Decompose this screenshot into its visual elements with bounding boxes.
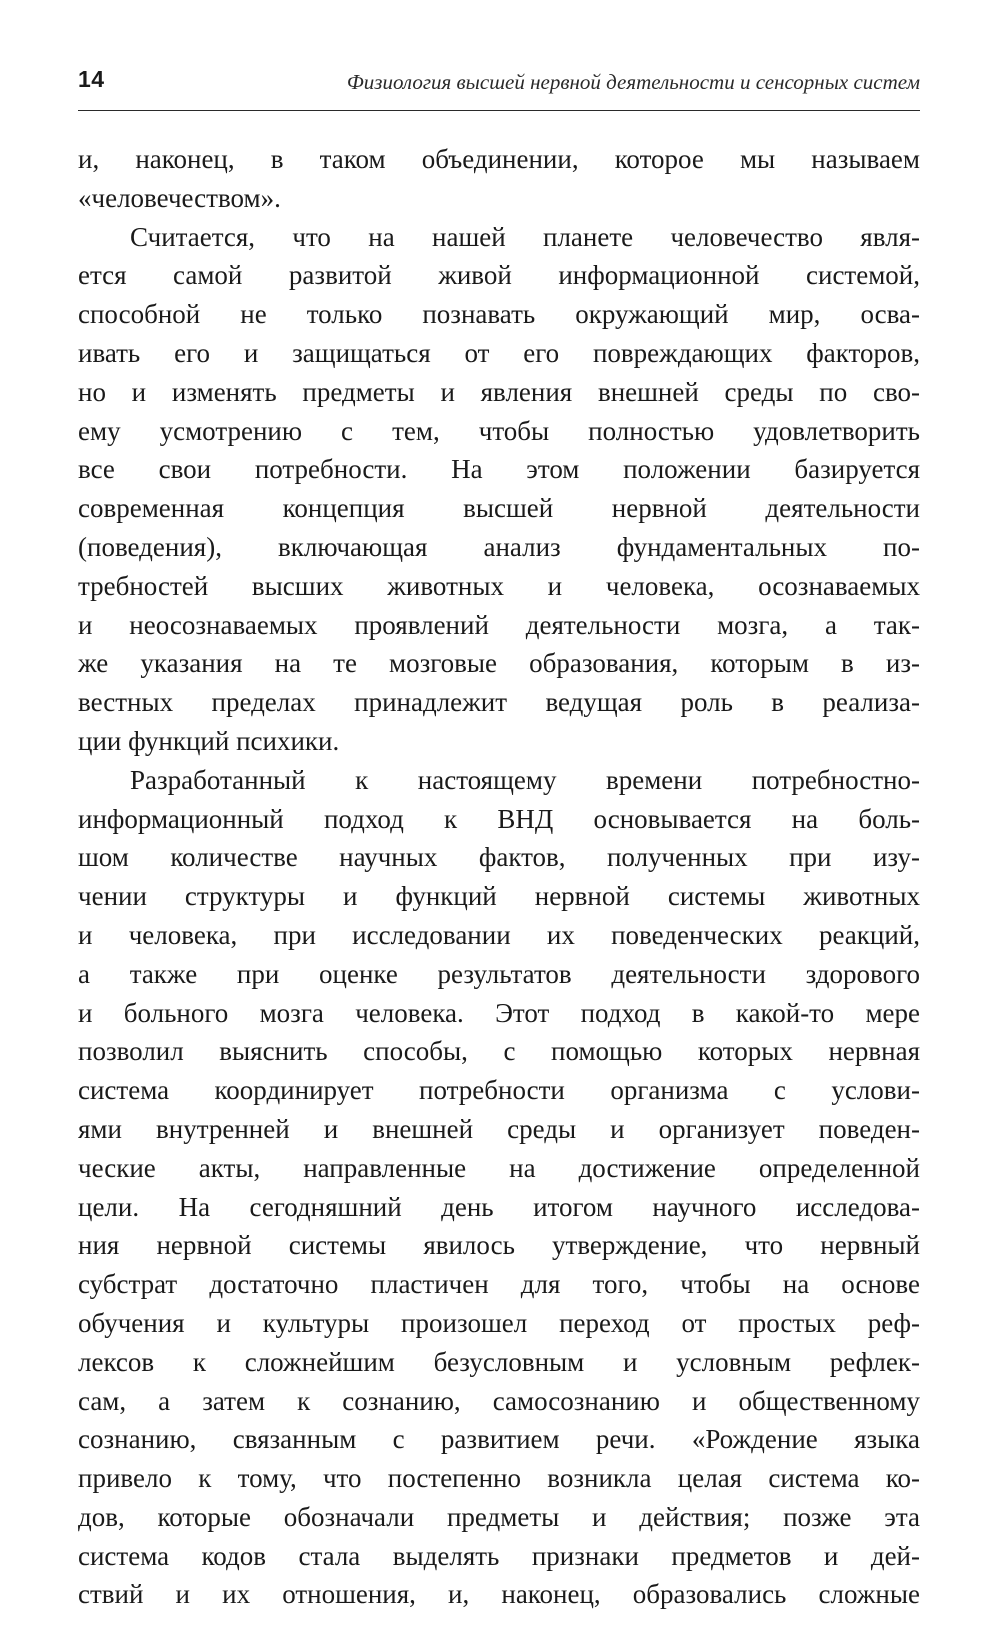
text-line: позволил выяснить способы, с помощью которых нервная <box>78 1036 920 1067</box>
text-line: шом количестве научных фактов, полученных при изу- <box>78 842 920 873</box>
text-line: современная концепция высшей нервной деятельности <box>78 493 920 524</box>
text-line: же указания на те мозговые образования, которым в из- <box>78 648 920 679</box>
text-line: Считается, что на нашей планете человечество явля- <box>130 221 920 252</box>
running-title: Физиология высшей нервной деятельности и сенсорных систем <box>346 70 920 94</box>
text-line: но и изменять предметы и явления внешней среды по сво- <box>78 376 920 407</box>
text-line: и больного мозга человека. Этот подход в какой-то мере <box>78 997 920 1028</box>
text-line: цели. На сегодняшний день итогом научного исследова- <box>78 1191 920 1222</box>
text-line: информационный подход к ВНД основывается на боль- <box>78 803 920 834</box>
text-line: дов, которые обозначали предметы и действия; позже эта <box>78 1501 920 1532</box>
text-line: обучения и культуры произошел переход от простых реф- <box>78 1307 920 1338</box>
text-line: ему усмотрению с тем, чтобы полностью удовлетворить <box>78 415 920 446</box>
text-line: чении структуры и функций нервной системы животных <box>78 881 920 912</box>
text-line: субстрат достаточно пластичен для того, чтобы на основе <box>78 1269 920 1300</box>
text-line: требностей высших животных и человека, осознаваемых <box>78 570 920 601</box>
text-line: «человечеством». <box>78 182 281 213</box>
body-text <box>78 140 920 1614</box>
text-line: ческие акты, направленные на достижение определенной <box>78 1152 920 1183</box>
text-line: система кодов стала выделять признаки предметов и дей- <box>78 1540 920 1571</box>
text-line: привело к тому, что постепенно возникла целая система ко- <box>78 1463 920 1494</box>
text-line: ется самой развитой живой информационной системой, <box>78 260 920 291</box>
text-line: и неосознаваемых проявлений деятельности мозга, а так- <box>78 609 920 640</box>
text-line: (поведения), включающая анализ фундаментальных по- <box>78 531 920 562</box>
text-line: ствий и их отношения, и, наконец, образовались сложные <box>78 1579 920 1610</box>
text-line: сам, а затем к сознанию, самосознанию и общественному <box>78 1385 920 1416</box>
text-line: ивать его и защищаться от его повреждающих факторов, <box>78 337 920 368</box>
text-line: а также при оценке результатов деятельности здорового <box>78 958 920 989</box>
page-number: 14 <box>78 66 105 92</box>
text-line: сознанию, связанным с развитием речи. «Рождение языка <box>78 1424 920 1455</box>
text-line: и, наконец, в таком объединении, которое мы называем <box>78 144 920 174</box>
text-line: вестных пределах принадлежит ведущая роль в реализа- <box>78 687 920 718</box>
text-line: Разработанный к настоящему времени потребностно- <box>130 764 920 795</box>
text-line: ями внутренней и внешней среды и организует поведен- <box>78 1113 920 1144</box>
text-line: лексов к сложнейшим безусловным и условным рефлек- <box>78 1346 920 1377</box>
text-line: и человека, при исследовании их поведенческих реакций, <box>78 919 920 950</box>
text-line: все свои потребности. На этом положении базируется <box>78 454 920 485</box>
text-line: ния нервной системы явилось утверждение, что нервный <box>78 1230 920 1261</box>
text-line: ции функций психики. <box>78 725 340 756</box>
running-header <box>78 62 920 111</box>
text-line: способной не только познавать окружающий мир, осва- <box>78 299 920 330</box>
text-line: система координирует потребности организма с услови- <box>78 1075 920 1106</box>
